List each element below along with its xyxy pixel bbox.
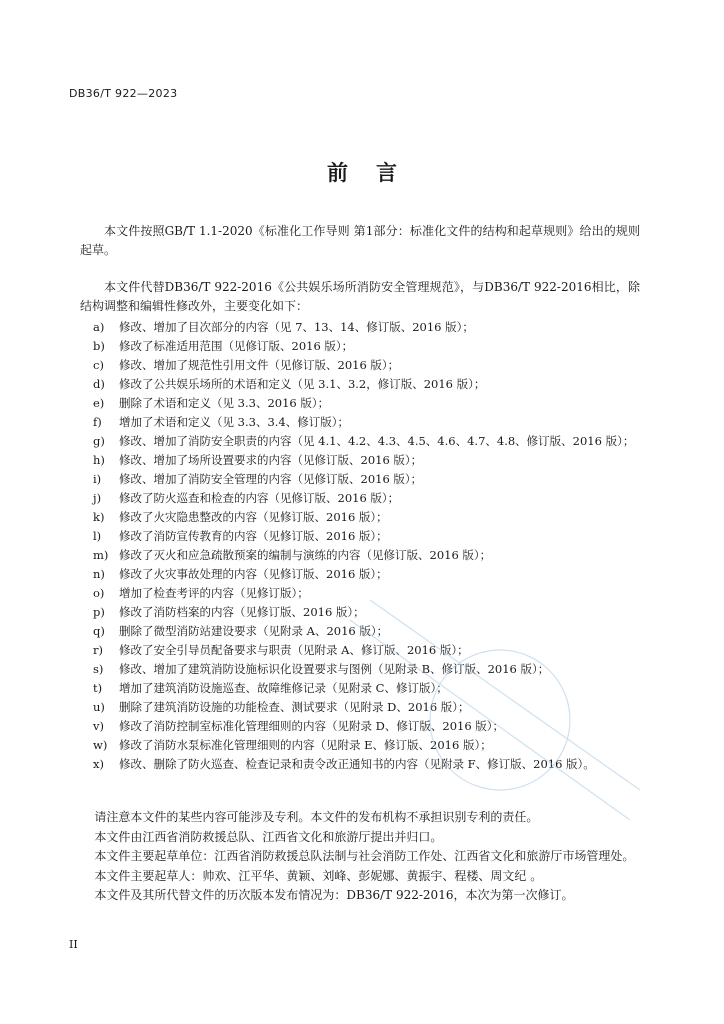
change-item-text: 修改、增加了消防安全管理的内容（见修订版、2016 版）； — [119, 472, 423, 486]
change-item-marker: q) — [93, 624, 105, 638]
change-item-marker: o) — [93, 586, 105, 600]
change-item — [80, 413, 640, 432]
document-code: DB36/T 922—2023 — [69, 87, 178, 100]
closing-paragraphs — [80, 808, 640, 906]
change-item-text: 修改了火灾事故处理的内容（见修订版、2016 版）； — [119, 567, 388, 581]
change-item — [80, 337, 640, 356]
replacement-paragraph: 本文件代替DB36/T 922-2016《公共娱乐场所消防安全管理规范》，与DB36/T 922-2016相比，除结构调整和编辑性修改外，主要变化如下： — [80, 280, 640, 313]
change-item-text: 增加了术语和定义（见 3.3、3.4、修订版）； — [119, 415, 349, 429]
change-item — [80, 660, 640, 679]
change-item — [80, 508, 640, 527]
change-item-marker: p) — [93, 605, 105, 619]
change-item — [80, 603, 640, 622]
change-item-text: 修改了灭火和应急疏散预案的编制与演练的内容（见修订版、2016 版）； — [119, 548, 492, 562]
change-item-text: 删除了术语和定义（见 3.3、2016 版）； — [119, 396, 330, 410]
change-item-marker: w) — [93, 738, 108, 752]
change-item — [80, 641, 640, 660]
page-title: 前言 — [327, 161, 425, 185]
change-item-marker: a) — [93, 320, 105, 334]
change-item-marker: c) — [93, 358, 104, 372]
change-item-marker: k) — [93, 510, 105, 524]
change-item-marker: f) — [93, 415, 102, 429]
change-item — [80, 432, 640, 451]
change-item — [80, 565, 640, 584]
change-item-marker: n) — [93, 567, 105, 581]
change-item-marker: v) — [93, 719, 104, 733]
change-item-text: 修改、增加了建筑消防设施标识化设置要求与图例（见附录 B、修订版、2016 版）； — [119, 662, 550, 676]
change-item — [80, 489, 640, 508]
change-item — [80, 679, 640, 698]
intro-paragraph: 本文件按照GB/T 1.1-2020《标准化工作导则 第1部分：标准化文件的结构和起草规则》给出的规则起草。 — [80, 224, 640, 257]
change-item-text: 修改了标准适用范围（见修订版、2016 版）； — [119, 339, 354, 353]
change-item-text: 修改、增加了场所设置要求的内容（见修订版、2016 版）； — [119, 453, 423, 467]
change-item-marker: b) — [93, 339, 105, 353]
change-item — [80, 451, 640, 470]
change-item — [80, 622, 640, 641]
change-item — [80, 755, 640, 774]
change-item-marker: r) — [93, 643, 103, 657]
change-item-text: 修改了火灾隐患整改的内容（见修订版、2016 版）； — [119, 510, 388, 524]
change-item-text: 增加了建筑消防设施巡查、故障维修记录（见附录 C、修订版）； — [119, 681, 448, 695]
change-item — [80, 375, 640, 394]
change-item-marker: m) — [93, 548, 109, 562]
page-number: II — [69, 938, 78, 951]
change-item — [80, 546, 640, 565]
change-item — [80, 698, 640, 717]
change-item-text: 修改了安全引导员配备要求与职责（见附录 A、修订版、2016 版）； — [119, 643, 469, 657]
closing-paragraph: 本文件主要起草人：帅欢、江平华、黄颖、刘峰、彭妮娜、黄振宇、程楼、周文纪 。 — [94, 868, 543, 883]
change-item-marker: u) — [93, 700, 105, 714]
change-item — [80, 736, 640, 755]
change-item-text: 修改、删除了防火巡查、检查记录和责令改正通知书的内容（见附录 F、修订版、2016 版）。 — [119, 757, 595, 771]
change-item-text: 修改了消防档案的内容（见修订版、2016 版）； — [119, 605, 365, 619]
closing-paragraph: 本文件由江西省消防救援总队、江西省文化和旅游厅提出并归口。 — [94, 829, 443, 844]
change-item-text: 修改、增加了目次部分的内容（见 7、13、14、修订版、2016 版）； — [119, 320, 474, 334]
closing-paragraph: 请注意本文件的某些内容可能涉及专利。本文件的发布机构不承担识别专利的责任。 — [94, 810, 539, 824]
change-item-marker: j) — [93, 491, 102, 505]
change-item-marker: l) — [93, 529, 102, 543]
change-item-text: 修改了消防水泵标准化管理细则的内容（见附录 E、修订版、2016 版）； — [119, 738, 492, 752]
change-item-marker: t) — [93, 681, 103, 695]
change-item-marker: e) — [93, 396, 105, 410]
closing-paragraph: 本文件主要起草单位：江西省消防救援总队法制与社会消防工作处、江西省文化和旅游厅市场管理处。 — [94, 849, 635, 863]
change-item — [80, 318, 640, 337]
changes-list — [80, 318, 640, 774]
change-item-marker: d) — [93, 377, 105, 391]
change-item-text: 增加了检查考评的内容（见修订版）； — [119, 586, 309, 600]
change-item-marker: x) — [93, 757, 104, 771]
change-item — [80, 717, 640, 736]
change-item-marker: s) — [93, 662, 104, 676]
change-item-marker: i) — [93, 472, 102, 486]
change-item-text: 修改了消防控制室标准化管理细则的内容（见附录 D、修订版、2016 版）； — [119, 719, 505, 733]
change-item-marker: h) — [93, 453, 105, 467]
change-item — [80, 394, 640, 413]
change-item — [80, 584, 640, 603]
change-item-marker: g) — [93, 434, 105, 448]
change-item-text: 修改了公共娱乐场所的术语和定义（见 3.1、3.2，修订版、2016 版）； — [119, 377, 486, 391]
change-item-text: 修改、增加了消防安全职责的内容（见 4.1、4.2、4.3、4.5、4.6、4.7、4.8、修订版、2016 版）； — [119, 434, 635, 448]
change-item-text: 修改了防火巡查和检查的内容（见修订版、2016 版）； — [119, 491, 400, 505]
change-item-text: 修改了消防宣传教育的内容（见修订版、2016 版）； — [119, 529, 388, 543]
change-item-text: 删除了微型消防站建设要求（见附录 A、2016 版）； — [119, 624, 389, 638]
change-item — [80, 470, 640, 489]
change-item — [80, 527, 640, 546]
closing-paragraph: 本文件及其所代替文件的历次版本发布情况为：DB36/T 922-2016，本次为第一次修订。 — [94, 888, 574, 902]
change-item-text: 修改、增加了规范性引用文件（见修订版、2016 版）； — [119, 358, 400, 372]
change-item-text: 删除了建筑消防设施的功能检查、测试要求（见附录 D、2016 版）； — [119, 700, 470, 714]
change-item — [80, 356, 640, 375]
